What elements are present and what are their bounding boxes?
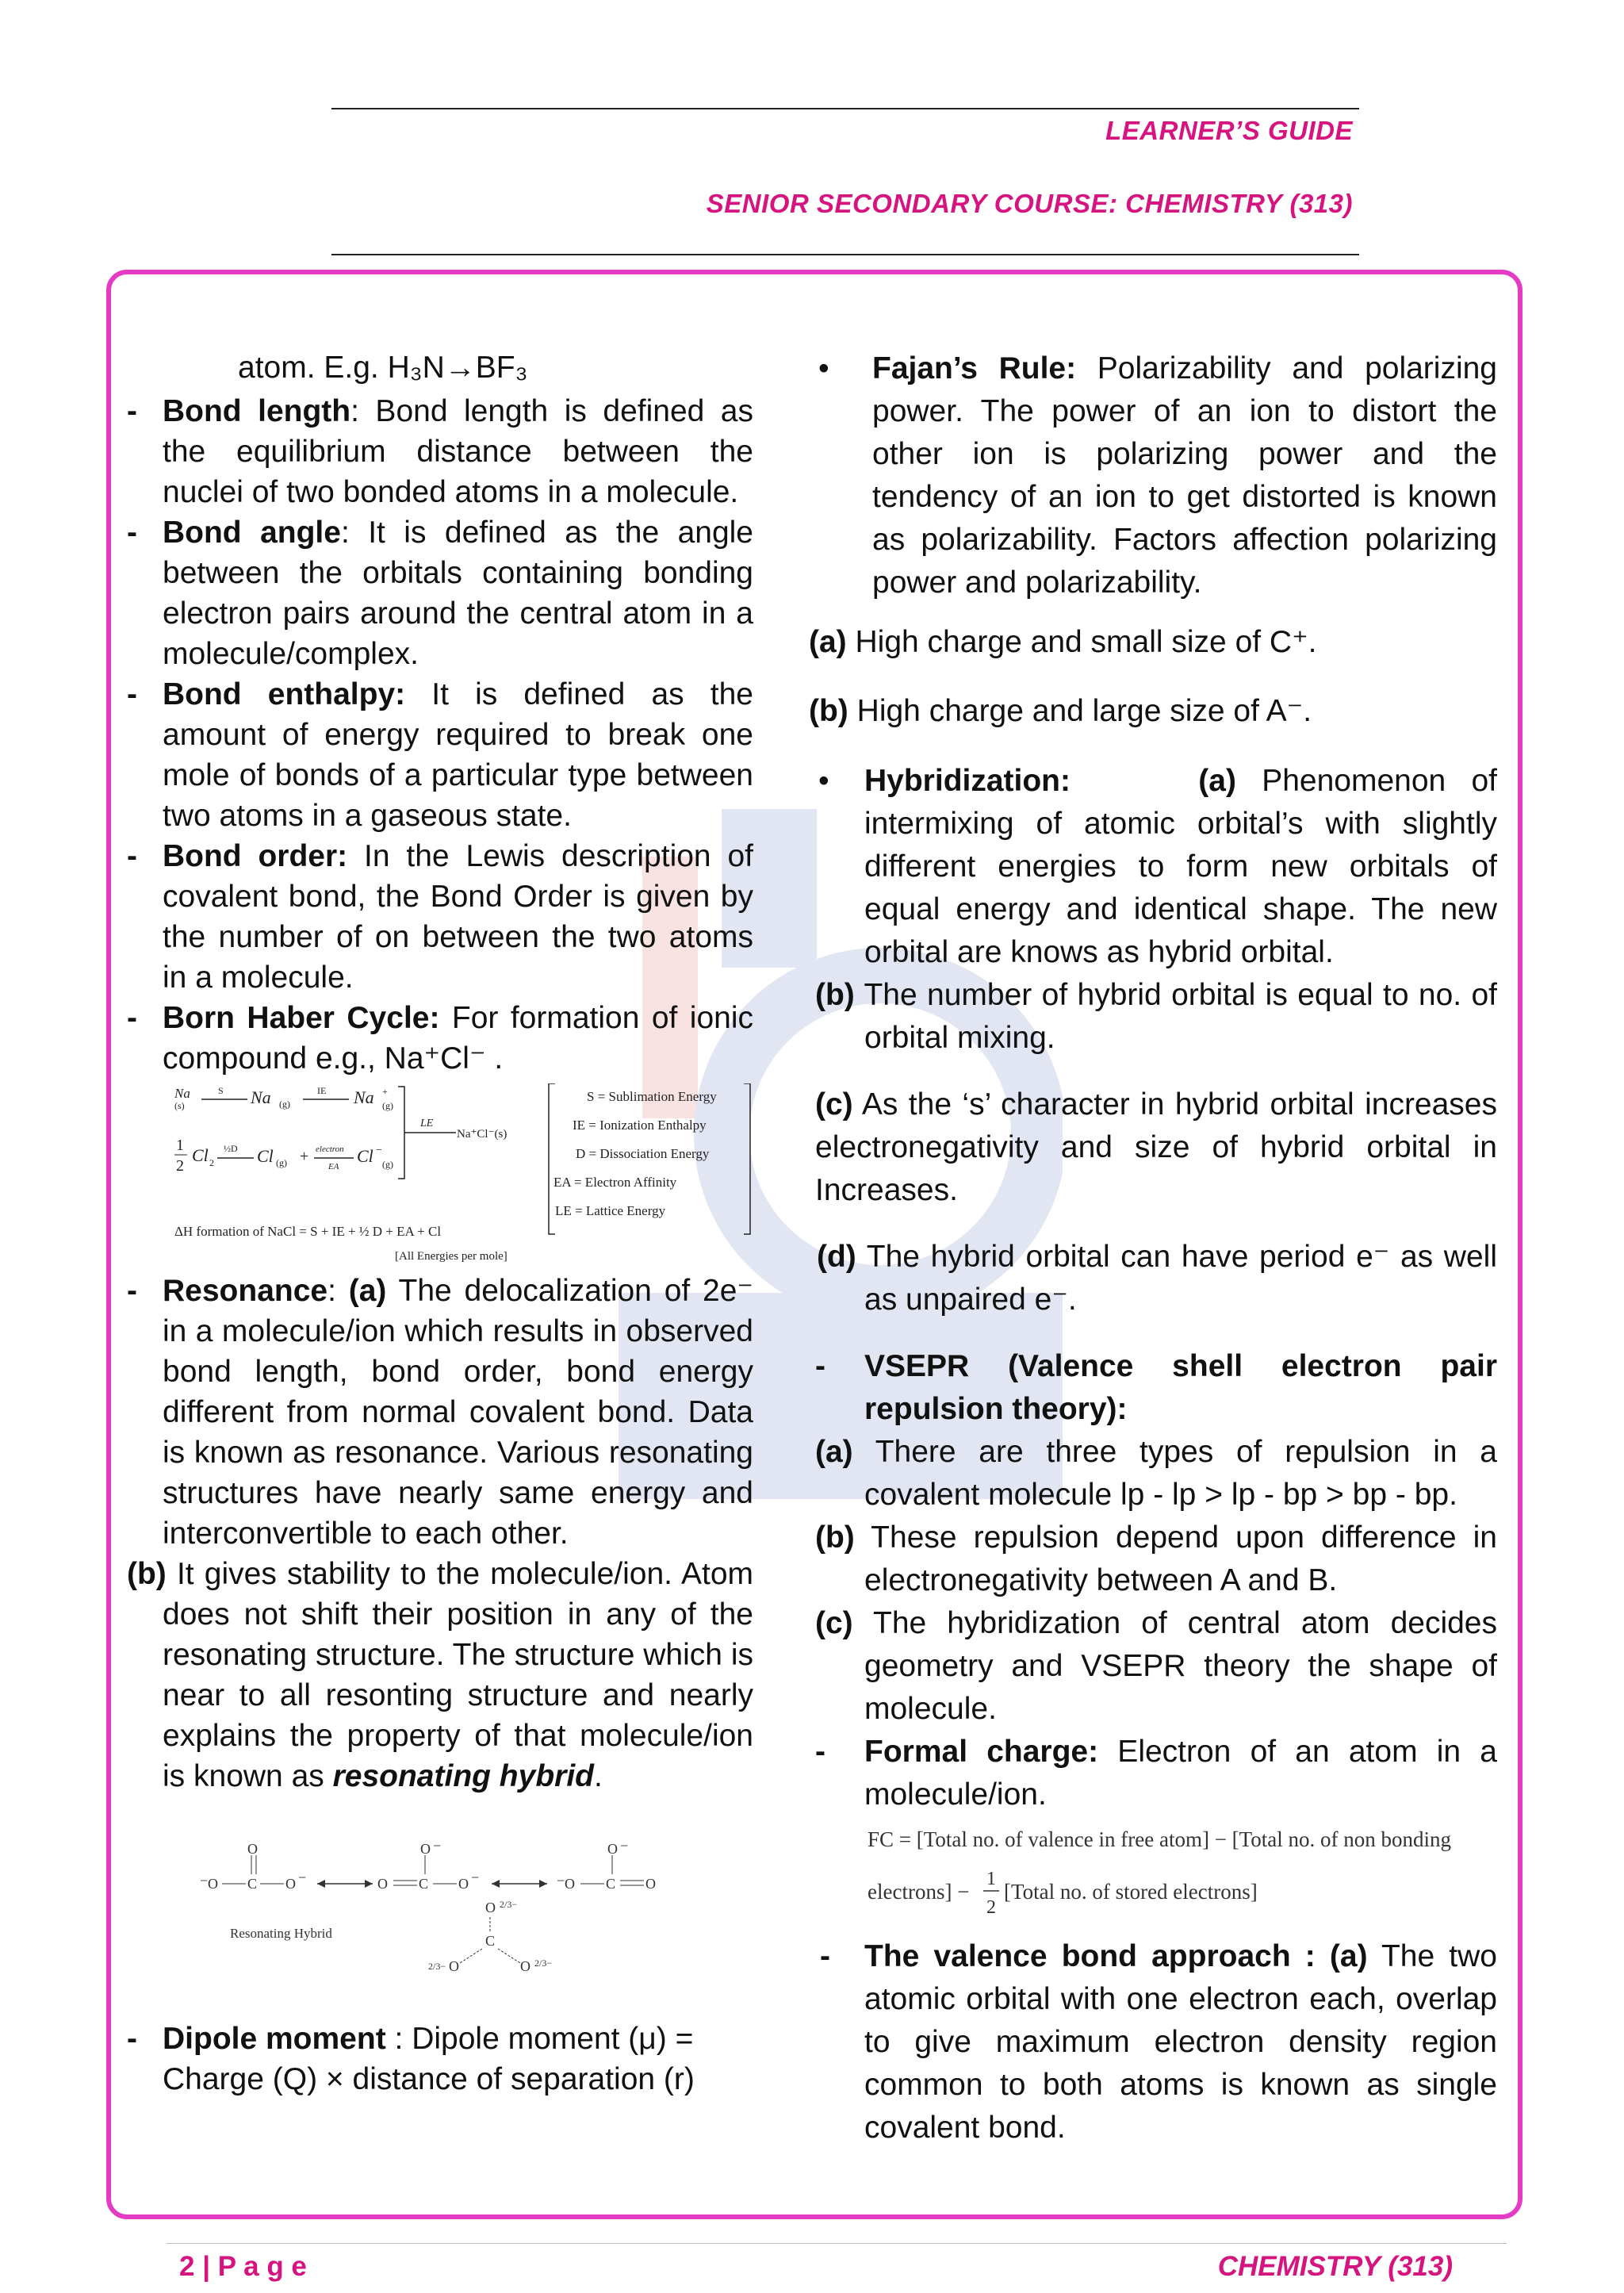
vsepr-item [809, 1345, 1497, 1431]
definition: The two atomic orbital with one electron each, overlap to give maximum electron density region common to both atoms is known as single covalent bond. [864, 1939, 1497, 2145]
dash-bullet: - [127, 2022, 137, 2056]
svg-text:(g): (g) [382, 1100, 393, 1111]
valence-bond-item: - The valence bond approach : (a) The two atomic orbital with one electron each, overlap to give maximum electron density region common to both atoms is known as single covalent bond. [809, 1935, 1497, 2149]
svg-text:(g): (g) [276, 1157, 287, 1168]
fajan-a: (a) High charge and small size of C⁺. [809, 625, 1317, 659]
svg-text:O: O [285, 1876, 296, 1892]
svg-text:O: O [565, 1876, 575, 1892]
term: Fajan’s Rule: [872, 351, 1077, 385]
dash-bullet: - [815, 1349, 825, 1383]
left-column [127, 347, 753, 2099]
svg-text:(s): (s) [174, 1100, 185, 1111]
dipole-item [127, 2019, 753, 2099]
definition: It is defined as the amount of energy required to break one mole of bonds of a particular type between two atoms in a gaseous state. [163, 677, 753, 833]
definition: : It is defined as the angle between the orbitals containing bonding electron pairs around the central atom in a molecule/complex. [163, 516, 753, 671]
term: Resonance [163, 1274, 328, 1308]
dash-bullet: - [127, 394, 137, 428]
svg-text:electrons] −: electrons] − [868, 1880, 970, 1904]
svg-text:Cl: Cl [357, 1146, 373, 1166]
term: Bond order: [163, 839, 348, 873]
svg-text:C: C [247, 1876, 258, 1892]
right-column [809, 347, 1497, 2149]
svg-text:−: − [471, 1869, 480, 1885]
term: Bond enthalpy: [163, 677, 406, 711]
svg-text:Resonating Hybrid: Resonating Hybrid [230, 1926, 332, 1941]
svg-text:Na⁺Cl⁻(s): Na⁺Cl⁻(s) [457, 1128, 508, 1141]
svg-text:O: O [377, 1876, 388, 1892]
svg-text:C: C [419, 1876, 429, 1892]
svg-text:O: O [247, 1844, 258, 1857]
svg-text:2: 2 [209, 1157, 214, 1168]
term: Formal charge: [864, 1735, 1099, 1769]
term: Bond length [163, 394, 351, 428]
svg-text:LE = Lattice Energy: LE = Lattice Energy [555, 1203, 666, 1218]
svg-text:+: + [300, 1148, 309, 1165]
hybridization-c: (c) As the ‘s’ character in hybrid orbital increases electronegativity and size of hybrid orbital in Increases. [815, 1087, 1497, 1207]
dot-bullet: • [818, 764, 829, 798]
svg-text:−: − [557, 1873, 565, 1888]
term: Bond angle [163, 516, 341, 550]
svg-text:O: O [485, 1900, 496, 1915]
svg-text:IE = Ionization Enthalpy: IE = Ionization Enthalpy [573, 1118, 707, 1133]
header-rule-top [331, 108, 1359, 109]
svg-text:−: − [376, 1145, 382, 1156]
hybridization-item: • Hybridization: (a) Phenomenon of intermixing of atomic orbital’s with slightly different energies to form new orbitals of equal energy and identical shape. The new orbital are knows as hybrid orbital. [809, 760, 1497, 974]
svg-text:O: O [645, 1876, 656, 1892]
svg-text:Cl: Cl [257, 1146, 274, 1166]
bond-length-item [127, 391, 753, 512]
definition: For formation of ionic compound e.g., Na⁺Cl⁻ . [163, 1001, 753, 1076]
definition: : Bond length is defined as the equilibrium distance between the nuclei of two bonded atoms in a molecule. [163, 394, 753, 509]
header-guide: LEARNER’S GUIDE [1105, 116, 1353, 145]
definition: : Dipole moment (μ) = Charge (Q) × distance of separation (r) [163, 2022, 695, 2096]
svg-text:2: 2 [176, 1157, 184, 1175]
svg-text:O: O [520, 1958, 530, 1971]
bond-enthalpy-item [127, 674, 753, 836]
dot-bullet: • [818, 351, 829, 385]
hybridization-b: (b) The number of hybrid orbital is equal to no. of orbital mixing. [815, 978, 1497, 1055]
definition: Electron of an atom in a molecule/ion. [864, 1735, 1497, 1812]
term: The valence bond approach : [864, 1939, 1316, 1973]
formal-charge-item [809, 1731, 1497, 1816]
svg-text:C: C [485, 1933, 496, 1949]
svg-text:2/3−: 2/3− [534, 1957, 553, 1969]
svg-text:−: − [433, 1844, 442, 1854]
definition: The delocalization of 2e⁻ in a molecule/ion which results in observed bond length, bond order, bond energy different from normal covalent bond. Data is known as resonance. Various resonating structures have nearly same energy and interconvertible to each other. [163, 1274, 754, 1551]
svg-text:O: O [449, 1958, 459, 1971]
dash-bullet: - [127, 677, 137, 711]
svg-text:2/3−: 2/3− [428, 1961, 446, 1971]
bond-angle-item [127, 512, 753, 674]
svg-text:C: C [606, 1876, 616, 1892]
header-rule-bottom [331, 254, 1359, 255]
svg-text:O: O [458, 1876, 469, 1892]
svg-text:IE: IE [317, 1085, 327, 1096]
born-haber-figure [174, 1083, 777, 1267]
svg-text:Na: Na [354, 1087, 374, 1107]
hybridization-d: (d) The hybrid orbital can have period e⁻ as well as unpaired e⁻. [817, 1240, 1497, 1317]
resonance-b-item: (b) It gives stability to the molecule/ion. Atom does not shift their position in any of the resonating structure. The structure which is near to all resonting structure and nearly explains the property of that molecule/ion is known as resonating hybrid. [127, 1557, 753, 1793]
dash-bullet: - [815, 1735, 825, 1769]
svg-text:FC = [Total no. of valence in: FC = [Total no. of valence in free atom] − [Total no. of non bonding [868, 1827, 1452, 1851]
dash-bullet: - [127, 1001, 137, 1035]
svg-text:[All Energies per mole]: [All Energies per mole] [395, 1250, 508, 1263]
svg-text:Na: Na [174, 1086, 190, 1101]
svg-text:S = Sublimation Energy: S = Sublimation Energy [587, 1089, 717, 1104]
header-course: SENIOR SECONDARY COURSE: CHEMISTRY (313) [706, 189, 1353, 218]
footer-rule [167, 2243, 1507, 2244]
svg-text:1: 1 [986, 1869, 996, 1889]
footer-subject: CHEMISTRY (313) [1217, 2251, 1453, 2282]
svg-text:O: O [420, 1844, 431, 1857]
definition: Polarizability and polarizing power. The power of an ion to distort the other ion is polarizing power and the tendency of an ion to get distorted is known as polarizability. Factors affection polarizing power and polarizability. [872, 351, 1497, 600]
term: Hybridization: [864, 764, 1071, 798]
page-number: 2 | P a g e [179, 2251, 307, 2282]
formal-charge-formula [868, 1819, 1502, 1923]
svg-text:−: − [298, 1869, 307, 1885]
svg-text:+: + [382, 1086, 388, 1097]
svg-text:−: − [620, 1844, 629, 1854]
svg-text:1: 1 [176, 1137, 184, 1154]
term: Born Haber Cycle: [163, 1001, 440, 1035]
definition: Phenomenon of intermixing of atomic orbital’s with slightly different energies to form new orbitals of equal energy and identical shape. The new orbital are knows as hybrid orbital. [864, 764, 1497, 969]
svg-text:O: O [208, 1876, 218, 1892]
vsepr-b: (b) These repulsion depend upon difference in electronegativity between A and B. [815, 1520, 1497, 1597]
dash-bullet: - [820, 1939, 830, 1973]
born-haber-item [127, 998, 753, 1079]
definition: In the Lewis description of covalent bond, the Bond Order is given by the number of on between the two atoms in a molecule. [163, 839, 753, 995]
fajan-item [809, 347, 1497, 604]
svg-text:2: 2 [986, 1897, 996, 1918]
svg-text:[Total no. of stored electrons: [Total no. of stored electrons] [1004, 1880, 1258, 1904]
svg-text:O: O [607, 1844, 618, 1857]
term: VSEPR (Valence shell electron pair repulsion theory): [864, 1349, 1497, 1426]
svg-text:−: − [200, 1873, 209, 1888]
svg-text:LE: LE [420, 1118, 434, 1129]
dash-bullet: - [127, 1274, 137, 1308]
svg-text:EA = Electron Affinity: EA = Electron Affinity [553, 1175, 677, 1190]
svg-text:D = Dissociation Energy: D = Dissociation Energy [576, 1146, 710, 1161]
svg-text:Na: Na [251, 1087, 271, 1107]
fajan-b: (b) High charge and large size of A⁻. [809, 694, 1312, 728]
dash-bullet: - [127, 839, 137, 873]
svg-text:Cl: Cl [192, 1145, 209, 1165]
svg-text:S: S [218, 1085, 224, 1096]
vsepr-c: (c) The hybridization of central atom decides geometry and VSEPR theory the shape of molecule. [815, 1606, 1497, 1726]
svg-text:EA: EA [328, 1162, 339, 1171]
svg-text:2/3−: 2/3− [500, 1899, 518, 1910]
resonance-figure [190, 1844, 745, 1971]
resonance-item: - Resonance: (a) The delocalization of 2e⁻ in a molecule/ion which results in observed bond length, bond order, bond energy different from normal covalent bond. Data is known as resonance. Various resonating structures have nearly same energy and interconvertible to each other. [127, 1271, 753, 1554]
svg-text:electron: electron [316, 1145, 344, 1154]
svg-text:½D: ½D [224, 1143, 238, 1154]
bond-order-item [127, 836, 753, 998]
svg-text:(g): (g) [382, 1159, 393, 1170]
svg-text:ΔH formation of NaCl = S + IE: ΔH formation of NaCl = S + IE + ½ D + EA + Cl [174, 1224, 442, 1239]
dash-bullet: - [127, 516, 137, 550]
svg-text:(g): (g) [279, 1099, 290, 1110]
intro-line: atom. E.g. H₃N→BF₃ [238, 351, 528, 385]
vsepr-a: (a) There are three types of repulsion in a covalent molecule lp - lp > lp - bp > bp - bp. [815, 1435, 1497, 1512]
term: Dipole moment [163, 2022, 386, 2056]
